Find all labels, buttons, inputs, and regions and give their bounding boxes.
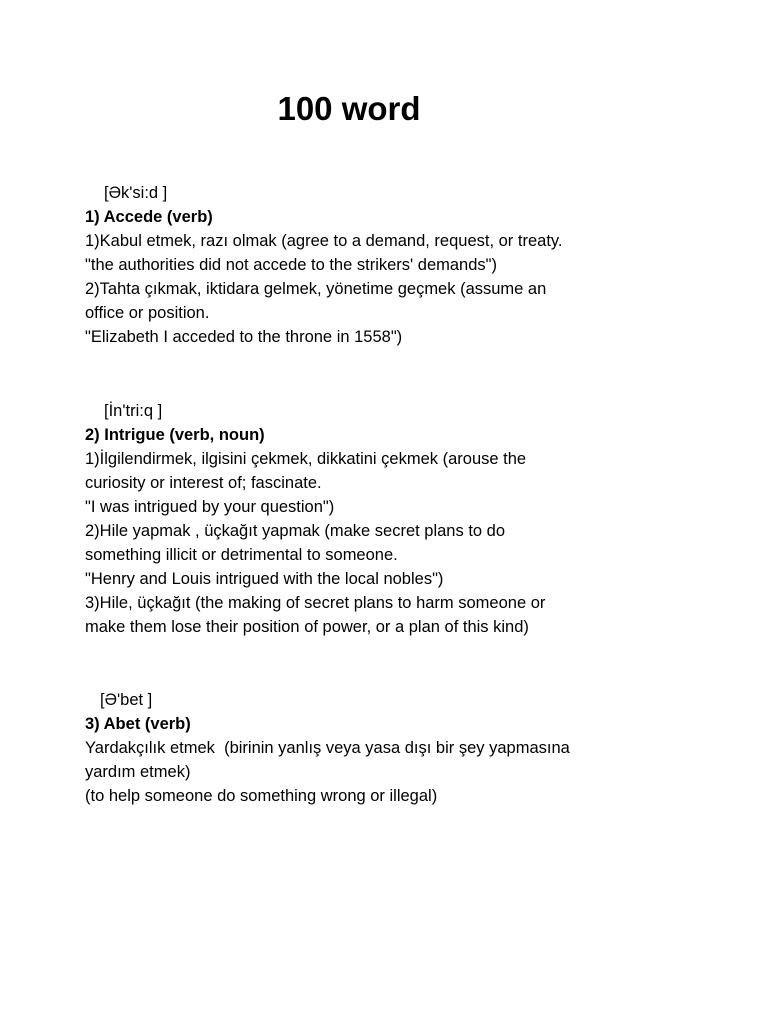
definition-line: "I was intrigued by your question") — [85, 498, 335, 516]
definition-line: make them lose their position of power, or a plan of this kind) — [85, 618, 529, 636]
definition-line: curiosity or interest of; fascinate. — [85, 474, 322, 492]
word-entry-abet — [85, 688, 725, 808]
definition-line: office or position. — [85, 304, 210, 322]
word-entry-intrigue — [85, 399, 725, 639]
page-title: 100 word — [277, 90, 421, 127]
definition-line: 2)Tahta çıkmak, iktidara gelmek, yönetime geçmek (assume an — [85, 280, 547, 298]
pronunciation: [İn'tri:q ] — [104, 402, 163, 420]
definition-line: 2)Hile yapmak , üçkağıt yapmak (make secret plans to do — [85, 522, 506, 540]
definition-line: 3)Hile, üçkağıt (the making of secret plans to harm someone or — [85, 594, 546, 612]
definition-line: "the authorities did not accede to the strikers' demands") — [85, 256, 498, 274]
definition-line: yardım etmek) — [85, 763, 191, 781]
headword: 1) Accede (verb) — [85, 208, 213, 226]
definition-line: "Elizabeth I acceded to the throne in 1558") — [85, 328, 403, 346]
word-entry-accede — [85, 181, 725, 349]
definition-line: 1)Kabul etmek, razı olmak (agree to a demand, request, or treaty. — [85, 232, 563, 250]
definition-line: something illicit or detrimental to someone. — [85, 546, 398, 564]
pronunciation: [Ə'bet ] — [100, 691, 153, 709]
definition-line: (to help someone do something wrong or illegal) — [85, 787, 438, 805]
definition-line: Yardakçılık etmek (birinin yanlış veya yasa dışı bir şey yapmasına — [85, 739, 570, 757]
definition-line: "Henry and Louis intrigued with the local nobles") — [85, 570, 444, 588]
headword: 3) Abet (verb) — [85, 715, 191, 733]
definition-line: 1)İlgilendirmek, ilgisini çekmek, dikkatini çekmek (arouse the — [85, 450, 527, 468]
pronunciation: [Ək'si:d ] — [104, 184, 168, 202]
headword: 2) Intrigue (verb, noun) — [85, 426, 265, 444]
